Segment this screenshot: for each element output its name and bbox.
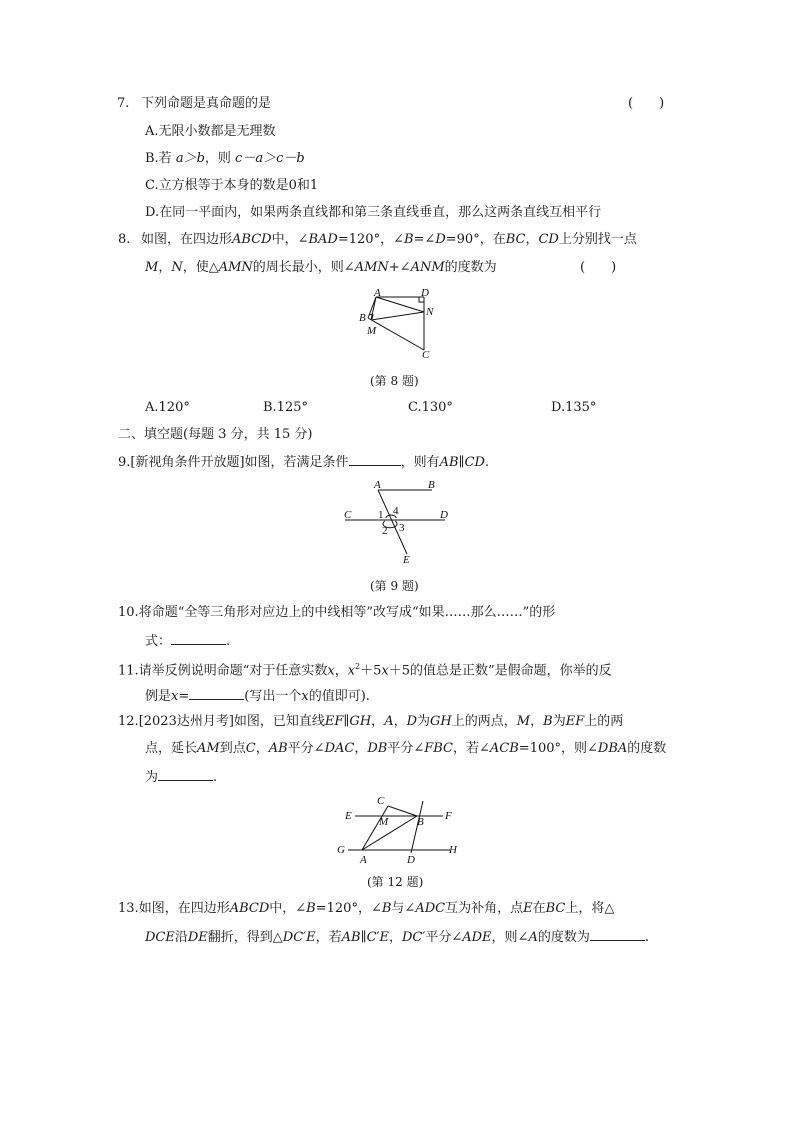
q8-comma: ， [525,232,539,247]
q8-t2: 中，∠ [271,232,309,247]
q7-answer-paren: ( ) [628,96,665,111]
q12-t7: 为 [552,714,566,729]
q8-amn2: AMN [354,260,389,275]
q7-stem: 下列命题是真命题的是 [141,96,272,111]
q12-t9: 点，延长 [145,741,198,756]
q13-line1 [118,901,614,917]
q12-t10: 到点 [219,741,246,756]
q8-t6: ，使△ [182,260,219,275]
q13-t2: 中，∠ [269,901,307,916]
q13-line2 [145,928,649,946]
q12-t13: ， [354,741,368,756]
q8-amn: AMN [218,260,253,275]
q13-de: DE [187,930,208,945]
q13-t7: 上，将△ [565,901,615,916]
q8-fig-b: B [359,312,366,324]
q8-t4: =90°，在 [445,232,506,247]
q12-fig-c: C [377,795,385,807]
q11-t1: 请举反例说明命题“对于任意实数 [138,663,328,679]
q12-line1 [118,714,623,730]
q8-option-d: D.135° [551,400,597,415]
q8-fig-a: A [374,287,381,299]
q12-line2 [145,741,666,757]
q12-t1: [2023达州月考]如图，已知直线 [138,714,325,729]
q12-fig-h: H [449,844,457,856]
q13-e: E [523,901,533,916]
q7-number: 7. [117,96,130,111]
q9-fig-1: 1 [378,509,384,521]
q9-text-b: ，则有 [400,455,440,470]
q12-t18: 为 [145,770,159,785]
q9-fig-c: C [344,509,352,521]
q11-line2 [145,687,370,705]
q12-a: A [384,714,394,729]
q11-t7: (写出一个 [244,689,302,704]
q11-x2: x [347,663,356,679]
q8-eq: =∠ [413,232,436,247]
q7-option-b-expr1: a＞b [175,151,205,166]
q12-t2: ， [371,714,385,729]
q9-figure [340,478,460,568]
q8-anm: ANM [410,260,445,275]
q8-comma2: ， [158,260,172,275]
q13-t9: 翻折，得到△ [207,930,283,945]
q8-bad: BAD [308,232,338,247]
q7-option-b-expr2: c－a＞c－b [235,151,305,166]
q8-m: M [145,260,159,275]
q9-number: 9. [118,455,131,470]
q12-fbc: FBC [424,741,453,756]
q8-fig-m: M [367,325,377,337]
q13-t4: 与∠ [391,901,416,916]
q9-fig-4: 4 [393,505,399,517]
q8-t8: +∠ [388,260,411,275]
q11-sup: 2 [355,662,361,671]
q10-end: . [226,634,231,649]
q9-text-a: [新视角条件开放题]如图，若满足条件 [130,455,349,470]
q10-answer-blank[interactable] [171,632,226,645]
q13-t5: 互为补角，点 [445,901,524,916]
q11-t3: ＋5 [360,663,382,679]
q8-t7: 的周长最小，则∠ [252,260,355,275]
q7-option-a: A.无限小数都是无理数 [145,124,276,139]
q8-b: B [403,232,414,247]
q11-t8: 的值即可). [308,689,370,704]
q9-end: . [484,455,490,470]
q8-fig-d: D [421,287,429,299]
q8-line2 [145,260,497,276]
q8-t9: 的度数为 [444,260,497,275]
q12-dba: DBA [597,741,628,756]
q7-option-b-mid: ，则 [204,151,236,166]
q10-text2: 式： [145,634,172,649]
q9-caption: (第 9 题) [370,579,419,593]
q8-line1 [141,232,637,248]
q8-bc: BC [505,232,526,247]
q13-b: B [306,901,316,916]
q12-t4: 为 [417,714,431,729]
q13-rel: AB∥C′E [341,930,389,945]
q13-bc: BC [545,901,566,916]
q13-end: . [644,930,649,945]
q11-x4: x [171,689,179,704]
q9-fig-3: 3 [399,522,405,534]
q11-t5: 例是 [145,689,172,704]
q13-t6: 在 [532,901,546,916]
q12-m: M [516,714,531,729]
q13-t10: ，若 [315,930,342,945]
q12-answer-blank[interactable] [158,768,213,781]
q8-d: D [435,232,446,247]
q13-t11: ， [388,930,402,945]
q13-adc: ADC [415,901,446,916]
q12-figure [335,793,465,868]
q7-option-b [145,151,305,167]
q12-t11: ， [255,741,269,756]
q12-line3 [145,768,217,786]
q12-acb: ACB [489,741,519,756]
q10-text1: 将命题“全等三角形对应边上的中线相等”改写成“如果……那么……”的形 [138,605,556,620]
q7-option-c: C.立方根等于本身的数是0和1 [145,178,319,193]
q12-fig-m: M [379,816,389,828]
q12-t5: 上的两点， [451,714,517,729]
q11-x: x [327,663,335,679]
q8-fig-n: N [426,306,434,318]
q8-fig-c: C [422,349,430,361]
q13-t8: 沿 [174,930,188,945]
q8-option-c: C.130° [408,400,453,415]
q13-a: A [528,930,538,945]
q8-cd: CD [538,232,559,247]
q7-option-d: D.在同一平面内，如果两条直线都和第三条直线垂直，那么这两条直线互相平行 [145,205,602,220]
q12-fig-d: D [407,854,415,866]
q8-t5: 上分别找一点 [558,232,637,247]
q13-t13: ，则∠ [491,930,529,945]
q12-dac: DAC [324,741,355,756]
q13-t12: 平分∠ [425,930,463,945]
q12-number: 12. [118,714,139,729]
q11-t6: = [178,689,190,704]
q8-t1: 如图，在四边形 [141,232,233,247]
q13-t14: 的度数为 [537,930,590,945]
q13-abcd: ABCD [229,901,270,916]
q13-answer-blank[interactable] [590,928,645,941]
q13-t3: =120°，∠ [315,901,382,916]
q9-fig-e: E [403,554,410,566]
q12-d: D [406,714,418,729]
q12-ab: AB [268,741,288,756]
q10-line2 [145,632,230,650]
q8-answer-paren: ( ) [580,260,617,275]
q12-ef-gh: EF∥GH [324,714,372,729]
q12-fig-a: A [360,854,367,866]
q12-am: AM [197,741,220,756]
q11-t2: ， [334,663,348,679]
q7-option-b-prefix: B.若 [145,151,176,166]
q8-number: 8. [118,232,131,247]
q9-fig-d: D [440,509,448,521]
q9-answer-blank[interactable] [349,453,401,466]
q13-ade: ADE [462,930,492,945]
q13-dce2: DC′E [282,930,316,945]
q12-t8: 上的两 [584,714,624,729]
q8-caption: (第 8 题) [370,374,419,388]
q12-t12: 平分∠ [287,741,325,756]
q8-figure [355,285,445,360]
q9-fig-2: 2 [382,525,388,537]
section-2-title: 二、填空题(每题 3 分，共 15 分) [118,427,313,442]
q12-fig-e: E [345,810,352,822]
q12-ef: EF [565,714,585,729]
q9-line [118,453,489,471]
q12-gh: GH [430,714,452,729]
q12-end: . [213,770,218,785]
q11-x5: x [301,689,309,704]
q13-t1: 如图，在四边形 [138,901,230,916]
q13-dc2: DC′ [401,930,426,945]
q8-option-a: A.120° [145,400,190,415]
q9-relation: AB∥CD [439,455,485,470]
q13-number: 13. [118,901,139,916]
q11-number: 11. [118,663,139,679]
q10-line1 [118,605,555,621]
q12-fig-f: F [445,810,452,822]
q9-fig-b: B [428,479,435,491]
q12-t17: 的度数 [627,741,667,756]
q8-abcd: ABCD [232,232,272,247]
q12-caption: (第 12 题) [367,875,424,889]
q13-dce: DCE [145,930,175,945]
q11-t4: ＋5的值总是正数”是假命题，你举的反 [388,663,612,679]
q11-answer-blank[interactable] [189,687,244,700]
q12-t14: 平分∠ [387,741,425,756]
q11-line1 [118,659,612,679]
q9-fig-a: A [374,479,381,491]
q12-c: C [245,741,256,756]
q12-t15: ，若∠ [453,741,490,756]
q12-t16: =100°，则∠ [518,741,598,756]
q11-x3: x [381,663,389,679]
q10-number: 10. [118,605,139,620]
q12-t6: ， [530,714,544,729]
q12-db: DB [367,741,388,756]
q12-fig-b: B [417,816,424,828]
q12-b: B [543,714,553,729]
q8-n: N [171,260,183,275]
q8-t3: =120°，∠ [337,232,404,247]
q13-b2: B [381,901,392,916]
q12-t3: ， [393,714,407,729]
q12-fig-g: G [337,844,345,856]
q8-option-b: B.125° [263,400,308,415]
